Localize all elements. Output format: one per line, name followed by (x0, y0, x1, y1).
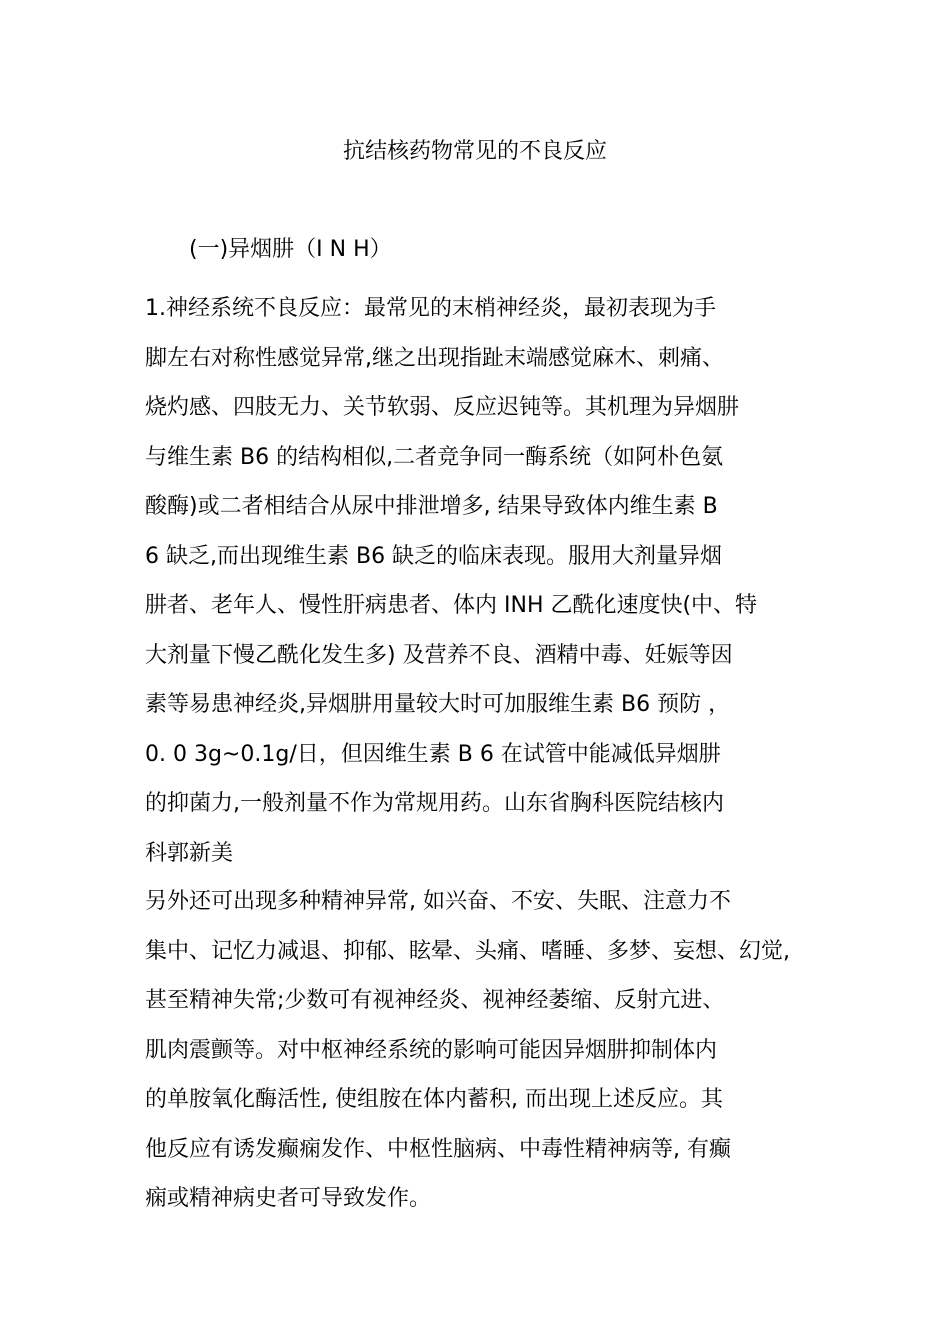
text-line: 脚左右对称性感觉异常,继之出现指趾末端感觉麻木、刺痛、 (145, 345, 724, 371)
text-line: 酸酶)或二者相结合从尿中排泄增多, 结果导致体内维生素 B (145, 494, 718, 519)
text-line: 痫或精神病史者可导致发作。 (145, 1186, 432, 1211)
section-heading: (一)异烟肼（I N H） (189, 237, 392, 262)
text-line: 科郭新美 (145, 840, 234, 866)
text-line: 的抑菌力,一般剂量不作为常规用药。山东省胸科医院结核内 (145, 791, 724, 816)
document-title: 抗结核药物常见的不良反应 (342, 139, 607, 164)
text-line: 6 缺乏,而出现维生素 B6 缺乏的临床表现。服用大剂量异烟 (145, 543, 723, 569)
text-line: 集中、记忆力减退、抑郁、眩晕、头痛、嗜睡、多梦、妄想、幻觉, (145, 938, 790, 964)
text-line: 1.神经系统不良反应：最常见的末梢神经炎，最初表现为手 (145, 296, 716, 321)
paragraph-neurological-reactions (145, 284, 757, 878)
paragraph-psychiatric-reactions (145, 877, 790, 1224)
text-line: 大剂量下慢乙酰化发生多) 及营养不良、酒精中毒、妊娠等因 (145, 642, 733, 668)
text-line: 素等易患神经炎,异烟肼用量较大时可加服维生素 B6 预防 ， (145, 692, 731, 717)
text-line: 与维生素 B6 的结构相似,二者竞争同一酶系统（如阿朴色氨 (145, 444, 724, 470)
text-line: 肼者、老年人、慢性肝病患者、体内 INH 乙酰化速度快(中、特 (145, 593, 758, 618)
text-line: 0. 0 3g~0.1g/日，但因维生素 B 6 在试管中能减低异烟肼 (145, 741, 721, 767)
text-line: 的单胺氧化酶活性, 使组胺在体内蓄积, 而出现上述反应。其 (145, 1087, 723, 1112)
text-line: 甚至精神失常;少数可有视神经炎、视神经萎缩、反射亢进、 (145, 988, 725, 1013)
text-line: 烧灼感、四肢无力、关节软弱、反应迟钝等。其机理为异烟肼 (145, 395, 740, 420)
text-line: 肌肉震颤等。对中枢神经系统的影响可能因异烟肼抑制体内 (145, 1037, 718, 1063)
text-line: 他反应有诱发癫痫发作、中枢性脑病、中毒性精神病等, 有癫 (145, 1136, 731, 1162)
text-line: 另外还可出现多种精神异常, 如兴奋、不安、失眠、注意力不 (145, 889, 731, 914)
